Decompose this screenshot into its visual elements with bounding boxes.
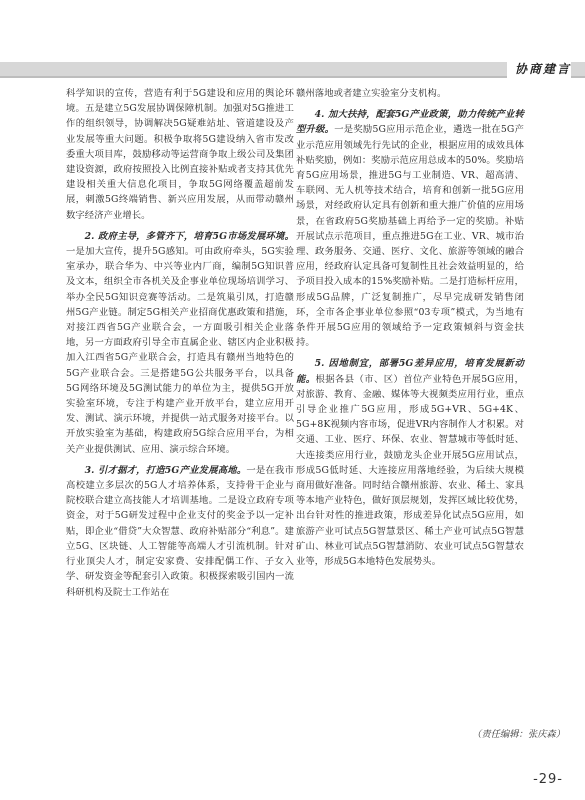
responsible-editor: （责任编辑：张庆森）: [472, 729, 565, 740]
paragraph-3: [66, 463, 294, 600]
paragraph-continued: 科学知识的宣传，营造有利于5G建设和应用的舆论环境。五是建立5G发展协调保障机制。加强对5G推进工作的组织领导，协调解决5G疑难站址、管道建设及产业发展等重大问题。积极争取将5G建设纳入省市发改委重大项目库，鼓励移动等运营商争取上级公司及集团建设资源，政府按照投入比例直接补贴或者支持其优先建设相关重大信息化项目，争取5G网络覆盖超前发展，刺激5G终端销售、新兴应用发展，从而带动赣州数字经济产业增长。: [66, 88, 294, 221]
paragraph-continued-right: 赣州落地或者建立实验室分支机构。: [296, 88, 447, 99]
paragraph-5-body: 根据各县（市、区）首位产业特色开展5G应用，对旅游、教育、金融、媒体等大视频类应用行业，重点引导企业推广5G应用，形成5G+VR、5G+4K、5G+8K视频内容市场，促进VR内容制作人才积累。对交通、工业、医疗、环保、农业、智慧城市等低时延、大连接类应用行业，鼓励龙头企业开展5G应用试点，形成5G低时延、大连接应用落地经验，为后续大规模商用做好准备。同时结合赣州旅游、农业、稀土、家具等本地产业特色，做好顶层规划，发挥区域比较优势，出台针对性的推进政策，形成差异化试点5G应用，如旅游产业可试点5G智慧景区、稀土产业可试点5G智慧矿山、林业可试点5G智慧消防、农业可试点5G智慧农业等，形成5G本地特色发展势头。: [296, 373, 524, 568]
paragraph-2: [66, 229, 294, 457]
header-band: [0, 62, 585, 76]
paragraph-4-body: 一是奖励5G应用示范企业，遴选一批在5G产业示范应用领域先行先试的企业，根据应用的成效具体补贴奖励，例如：奖励示范应用总成本的50%。奖励培育5G应用场景，推进5G与工业制造、VR、超高清、车联网、无人机等技术结合，培育和创新一批5G应用场景，对经政府认定具有创新和重大推广价值的应用场景，在省政府5G奖励基础上再给予一定的奖励。补贴开展试点示范项目，重点推进5G在工业、VR、城市治理、政务服务、交通、医疗、文化、旅游等领域的融合应用，经政府认定具备可复制性且社会效益明显的，给予项目投入成本的15%奖励补贴。二是打造标杆应用，形成5G品牌，广泛复制推广，尽早完成研发销售闭环，全市各企事业单位参照“03专项”模式，为当地有条件开展5G应用的领域给予一定政策倾斜与资金扶持。: [296, 124, 524, 349]
header-rule: [0, 76, 585, 78]
paragraph-2-body: 一是加大宣传，提升5G感知。可由政府牵头，5G实验室承办，联合华为、中兴等业内厂商，编制5G知识普及文本，组织全市各机关及企事业单位现场培训学习、举办全民5G知识竞赛等活动。二是筑巢引凤，打造赣州5G产业链。制定5G相关产业招商优惠政策和措施，对接江西省5G产业联合会，一方面吸引相关企业落地，另一方面政府引导全市直属企业、辖区内企业积极加入江西省5G产业联合会，打造具有赣州当地特色的5G产业联合会。三是搭建5G公共服务平台，以具备5G网络环境及5G测试能力的单位为主，提供5G开放实验室环境，专注于构建产业开放平台，建立应用开发、测试、演示环境，并提供一站式服务对接平台。以开放实验室为基础，构建政府5G综合应用平台，为相关产业提供测试、应用、演示综合环境。: [66, 246, 294, 455]
paragraph-5: [296, 356, 524, 569]
paragraph-3-heading: 3. 引才据才，打造5G产业发展高地。: [84, 464, 247, 476]
paragraph-2-heading: 2. 政府主导，多管齐下，培育5G市场发展环境。: [84, 230, 294, 242]
left-column: [66, 86, 294, 600]
section-label: 协商建言: [507, 60, 571, 78]
paragraph-4-heading: 4. 加大扶持，配套5G产业政策，助力传统产业转型升级。: [296, 109, 524, 136]
right-column: [296, 86, 524, 569]
paragraph-3-body: 一是在我市高校建立多层次的5G人才培养体系，支持骨干企业与院校联合建立高技能人才培训基地。二是设立政府专项资金，对于5G研发过程中企业支付的奖金予以一定补贴，即企业“借贷”大众智慧、政府补贴部分“利息”。建立5G、区块链、人工智能等高端人才引流机制。针对行业顶尖人才，制定安家费、安排配偶工作、子女入学、研发资金等配套引入政策。积极探索吸引国内一流科研机构及院士工作站在: [66, 464, 294, 598]
paragraph-4: [296, 107, 524, 350]
paragraph-5-heading: 5. 因地制宜，部署5G差异应用，培育发展新动能。: [296, 358, 524, 385]
page-number: -29-: [533, 772, 563, 787]
